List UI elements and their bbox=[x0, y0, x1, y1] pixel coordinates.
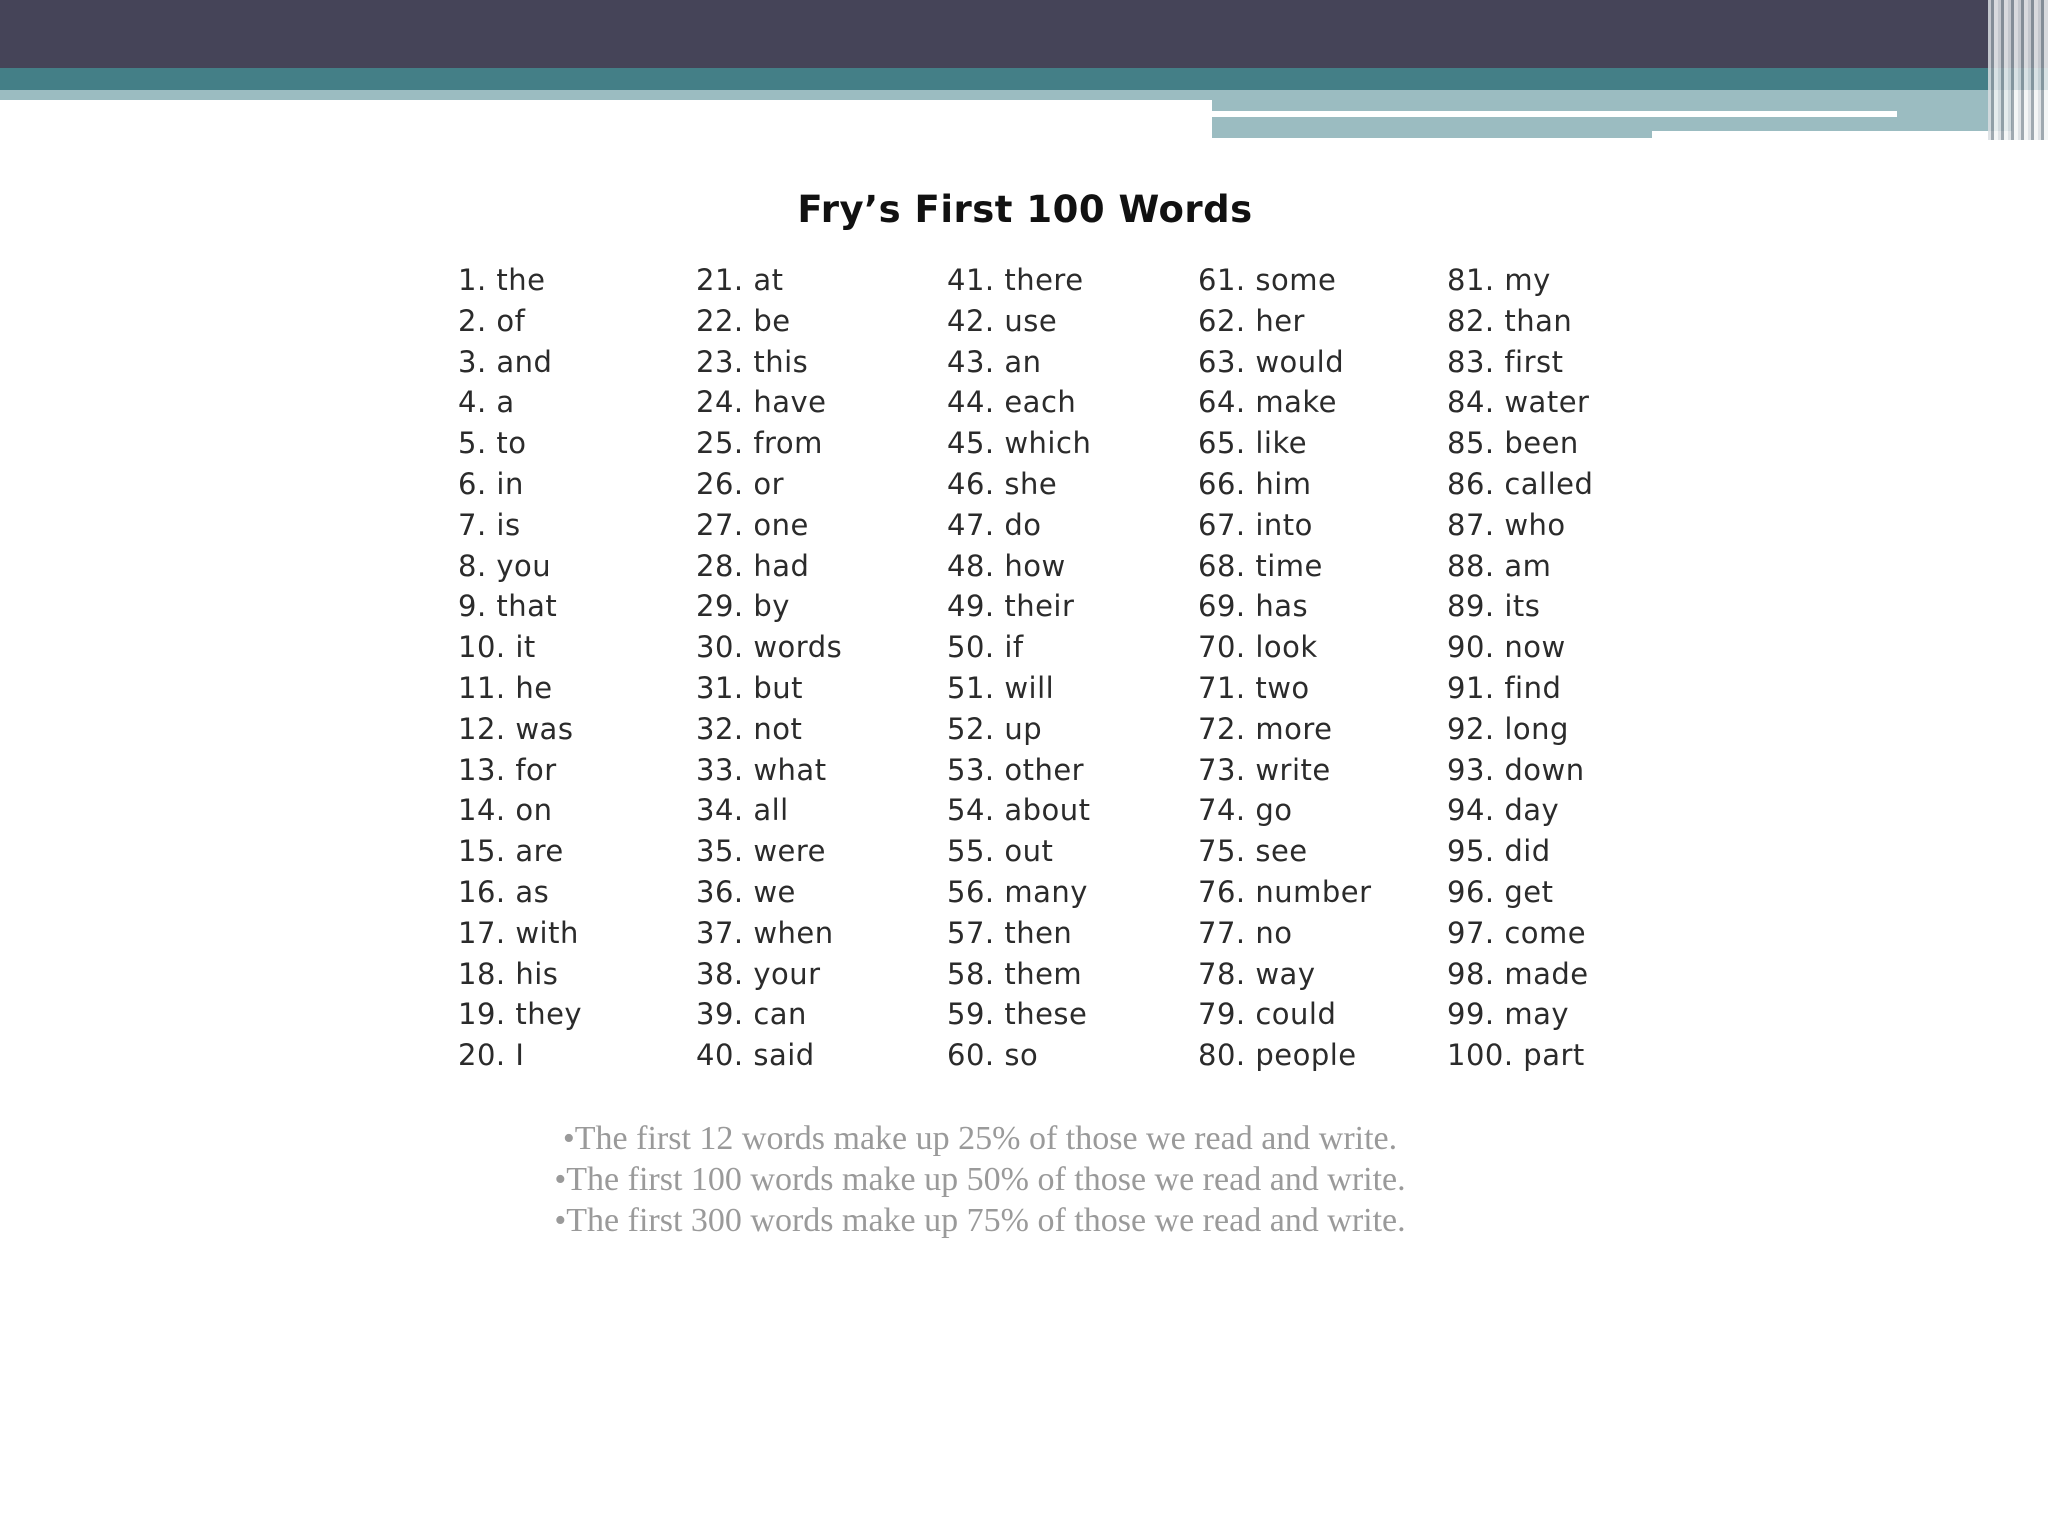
word-item: 65. like bbox=[1198, 426, 1308, 461]
word-item: 36. we bbox=[696, 874, 796, 909]
word-item: 48. how bbox=[947, 548, 1066, 583]
word-item: 93. down bbox=[1447, 752, 1585, 787]
header-accent-line bbox=[1212, 111, 1897, 117]
word-item: 94. day bbox=[1447, 793, 1560, 828]
word-item: 97. come bbox=[1447, 915, 1587, 950]
word-item: 3. and bbox=[458, 344, 553, 379]
word-item: 8. you bbox=[458, 548, 552, 583]
word-item: 79. could bbox=[1198, 997, 1337, 1032]
word-item: 76. number bbox=[1198, 874, 1372, 909]
word-item: 4. a bbox=[458, 385, 515, 420]
word-list-title: Fry’s First 100 Words bbox=[797, 188, 1253, 231]
word-item: 28. had bbox=[696, 548, 810, 583]
word-item: 59. these bbox=[947, 997, 1088, 1032]
word-column bbox=[1447, 260, 1593, 1076]
word-item: 91. find bbox=[1447, 670, 1562, 705]
word-item: 26. or bbox=[696, 466, 785, 501]
word-item: 86. called bbox=[1447, 466, 1594, 501]
word-item: 34. all bbox=[696, 793, 789, 828]
word-item: 25. from bbox=[696, 426, 823, 461]
word-item: 62. her bbox=[1198, 303, 1305, 338]
word-item: 96. get bbox=[1447, 874, 1554, 909]
word-item: 72. more bbox=[1198, 711, 1333, 746]
word-item: 15. are bbox=[458, 834, 564, 869]
word-item: 13. for bbox=[458, 752, 557, 787]
header-band-light bbox=[0, 90, 1212, 100]
word-item: 32. not bbox=[696, 711, 803, 746]
word-item: 18. his bbox=[458, 956, 559, 991]
notes-block bbox=[0, 1118, 1960, 1241]
word-item: 40. said bbox=[696, 1038, 815, 1073]
word-column bbox=[947, 260, 1091, 1076]
word-item: 74. go bbox=[1198, 793, 1293, 828]
word-item: 69. has bbox=[1198, 589, 1309, 624]
word-item: 27. one bbox=[696, 507, 809, 542]
header-band-teal bbox=[0, 68, 2048, 90]
word-item: 44. each bbox=[947, 385, 1077, 420]
word-item: 9. that bbox=[458, 589, 558, 624]
note-line: •The first 300 words make up 75% of those we read and write. bbox=[554, 1202, 1406, 1239]
word-item: 83. first bbox=[1447, 344, 1564, 379]
word-item: 47. do bbox=[947, 507, 1042, 542]
word-column bbox=[1198, 260, 1372, 1076]
header-accent-notch bbox=[1652, 131, 2012, 141]
word-item: 31. but bbox=[696, 670, 803, 705]
header-band-dark bbox=[0, 0, 2048, 68]
word-item: 70. look bbox=[1198, 630, 1318, 665]
word-item: 45. which bbox=[947, 426, 1092, 461]
word-item: 58. them bbox=[947, 956, 1083, 991]
word-item: 84. water bbox=[1447, 385, 1590, 420]
word-item: 6. in bbox=[458, 466, 524, 501]
word-item: 21. at bbox=[696, 263, 784, 297]
word-item: 57. then bbox=[947, 915, 1073, 950]
word-item: 7. is bbox=[458, 507, 521, 542]
word-item: 17. with bbox=[458, 915, 579, 950]
word-item: 87. who bbox=[1447, 507, 1566, 542]
word-column bbox=[458, 260, 582, 1076]
word-item: 60. so bbox=[947, 1038, 1039, 1073]
word-item: 90. now bbox=[1447, 630, 1566, 665]
word-item: 100. part bbox=[1447, 1038, 1585, 1073]
word-item: 33. what bbox=[696, 752, 827, 787]
word-item: 98. made bbox=[1447, 956, 1589, 991]
word-item: 54. about bbox=[947, 793, 1091, 828]
word-item: 71. two bbox=[1198, 670, 1310, 705]
word-item: 46. she bbox=[947, 466, 1058, 501]
word-item: 80. people bbox=[1198, 1038, 1357, 1073]
word-item: 55. out bbox=[947, 834, 1054, 869]
word-item: 50. if bbox=[947, 630, 1024, 665]
word-item: 52. up bbox=[947, 711, 1043, 746]
header-edge-stripes bbox=[1988, 0, 2048, 140]
word-item: 22. be bbox=[696, 303, 791, 338]
word-item: 66. him bbox=[1198, 466, 1312, 501]
word-item: 82. than bbox=[1447, 303, 1573, 338]
word-item: 61. some bbox=[1198, 263, 1337, 297]
note-line: •The first 12 words make up 25% of those we read and write. bbox=[562, 1120, 1398, 1157]
note-line: •The first 100 words make up 50% of those we read and write. bbox=[554, 1161, 1406, 1198]
word-item: 56. many bbox=[947, 874, 1088, 909]
word-item: 51. will bbox=[947, 670, 1055, 705]
word-item: 92. long bbox=[1447, 711, 1569, 746]
word-item: 89. its bbox=[1447, 589, 1541, 624]
word-item: 35. were bbox=[696, 834, 827, 869]
word-item: 5. to bbox=[458, 426, 527, 461]
word-item: 85. been bbox=[1447, 426, 1579, 461]
word-item: 73. write bbox=[1198, 752, 1331, 787]
word-item: 67. into bbox=[1198, 507, 1313, 542]
word-item: 11. he bbox=[458, 670, 553, 705]
word-item: 53. other bbox=[947, 752, 1085, 787]
word-item: 12. was bbox=[458, 711, 574, 746]
word-item: 16. as bbox=[458, 874, 550, 909]
word-item: 20. I bbox=[458, 1038, 525, 1073]
word-item: 63. would bbox=[1198, 344, 1345, 379]
word-item: 42. use bbox=[947, 303, 1058, 338]
word-list-image bbox=[450, 180, 1600, 1085]
word-item: 19. they bbox=[458, 997, 583, 1032]
word-item: 30. words bbox=[696, 630, 843, 665]
word-item: 39. can bbox=[696, 997, 807, 1032]
word-item: 68. time bbox=[1198, 548, 1323, 583]
word-item: 95. did bbox=[1447, 834, 1551, 869]
word-item: 24. have bbox=[696, 385, 827, 420]
word-item: 64. make bbox=[1198, 385, 1337, 420]
word-item: 23. this bbox=[696, 344, 809, 379]
word-item: 81. my bbox=[1447, 263, 1551, 297]
word-item: 41. there bbox=[947, 263, 1084, 297]
word-item: 14. on bbox=[458, 793, 553, 828]
word-item: 1. the bbox=[458, 263, 546, 297]
word-item: 75. see bbox=[1198, 834, 1308, 869]
word-item: 78. way bbox=[1198, 956, 1316, 991]
word-item: 99. may bbox=[1447, 997, 1570, 1032]
word-column bbox=[696, 260, 842, 1076]
word-item: 77. no bbox=[1198, 915, 1293, 950]
word-item: 38. your bbox=[696, 956, 821, 991]
word-item: 88. am bbox=[1447, 548, 1552, 583]
word-item: 49. their bbox=[947, 589, 1075, 624]
word-item: 2. of bbox=[458, 303, 526, 338]
word-item: 10. it bbox=[458, 630, 536, 665]
word-item: 37. when bbox=[696, 915, 834, 950]
word-item: 29. by bbox=[696, 589, 790, 624]
word-item: 43. an bbox=[947, 344, 1042, 379]
